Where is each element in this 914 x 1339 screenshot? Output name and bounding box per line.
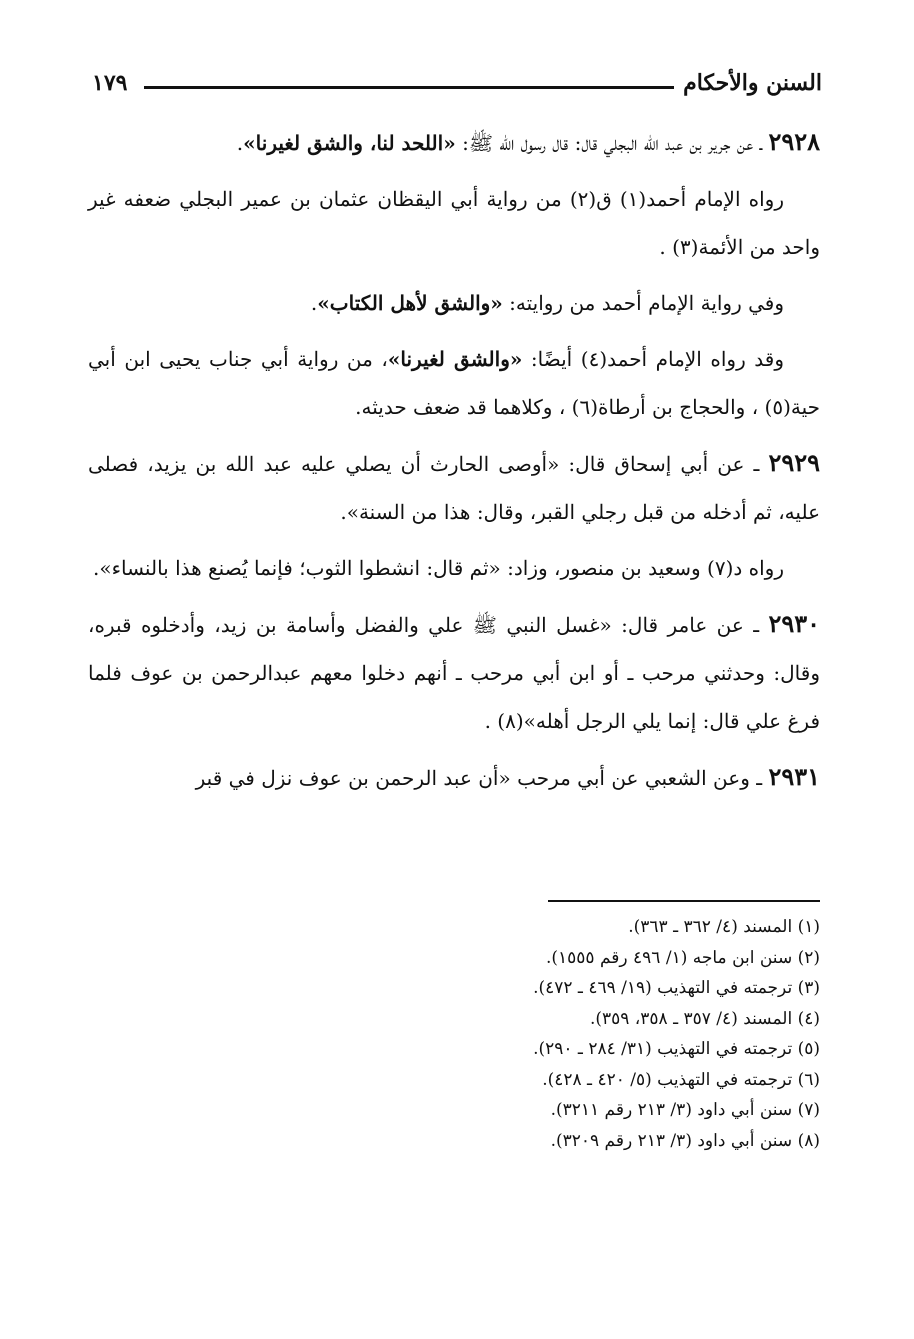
hadith-number: ٢٩٢٨ bbox=[768, 127, 820, 156]
hadith-text: ـ عن جرير بن عبد الله البجلي قال: قال رسول الله ﷺ: bbox=[455, 131, 769, 155]
commentary-text: رواه الإمام أحمد(١) ق(٢) من رواية أبي اليقظان عثمان بن عمير البجلي ضعفه غير واحد من الأئمة(٣) . bbox=[88, 187, 820, 259]
commentary-quote: «والشق لغيرنا» bbox=[387, 347, 523, 371]
footnote: (٧) سنن أبي داود (٣/ ٢١٣ رقم ٣٢١١). bbox=[550, 1100, 820, 1120]
hadith-text: ـ عن عامر قال: «غسل النبي ﷺ علي والفضل وأسامة بن زيد، وأدخلوه قبره، وقال: وحدثني مرحب ـ أو ابن أبي مرحب ـ أنهم دخلوا معهم عبدالرحمن بن عوف فلما فرغ علي قال: إنما يلي الرجل أهله»(٨) . bbox=[88, 613, 820, 733]
commentary-paragraph bbox=[88, 544, 820, 592]
commentary-text: وقد رواه الإمام أحمد(٤) أيضًا: bbox=[522, 347, 784, 371]
footnote: (١) المسند (٤/ ٣٦٢ ـ ٣٦٣). bbox=[628, 917, 820, 937]
hadith-text: ـ عن أبي إسحاق قال: «أوصى الحارث أن يصلي عليه عبد الله بن يزيد، فصلى عليه، ثم أدخله من قبل رجلي القبر، وقال: هذا من السنة». bbox=[88, 452, 820, 524]
hadith-number: ٢٩٣٠ bbox=[768, 609, 820, 638]
hadith-number: ٢٩٢٩ bbox=[768, 448, 820, 477]
footnote-separator bbox=[548, 900, 820, 902]
footnotes-list bbox=[320, 912, 820, 1156]
commentary-text-end: . bbox=[310, 291, 318, 315]
footnote: (٤) المسند (٤/ ٣٥٧ ـ ٣٥٨، ٣٥٩). bbox=[589, 1008, 820, 1029]
main-text bbox=[88, 118, 820, 810]
commentary-paragraph bbox=[88, 279, 820, 327]
commentary-paragraph bbox=[88, 175, 820, 271]
hadith-number: ٢٩٣١ bbox=[768, 762, 820, 791]
hadith-quote: «اللحد لنا، والشق لغيرنا» bbox=[243, 131, 456, 155]
hadith-2929 bbox=[88, 439, 820, 536]
commentary-text: رواه د(٧) وسعيد بن منصور، وزاد: «ثم قال: انشطوا الثوب؛ فإنما يُصنع هذا بالنساء». bbox=[93, 556, 784, 580]
page-number: ١٧٩ bbox=[92, 70, 128, 96]
hadith-2931 bbox=[88, 753, 820, 802]
hadith-text-end: . bbox=[236, 131, 244, 155]
header-rule bbox=[144, 86, 674, 89]
footnote: (٣) ترجمته في التهذيب (١٩/ ٤٦٩ ـ ٤٧٢). bbox=[533, 978, 820, 998]
commentary-text-end: ، من رواية أبي جناب يحيى ابن أبي حية(٥) ، والحجاج بن أرطاة(٦) ، وكلاهما قد ضعف حديثه. bbox=[88, 347, 820, 419]
chapter-title: السنن والأحكام bbox=[683, 70, 822, 96]
footnote: (٦) ترجمته في التهذيب (٥/ ٤٢٠ ـ ٤٢٨). bbox=[542, 1069, 820, 1090]
footnote: (٢) سنن ابن ماجه (١/ ٤٩٦ رقم ١٥٥٥). bbox=[545, 947, 820, 968]
commentary-quote: «والشق لأهل الكتاب» bbox=[317, 291, 503, 315]
commentary-paragraph bbox=[88, 335, 820, 431]
hadith-text: ـ وعن الشعبي عن أبي مرحب «أن عبد الرحمن بن عوف نزل في قبر bbox=[195, 766, 769, 790]
hadith-2928 bbox=[88, 118, 820, 167]
commentary-text: وفي رواية الإمام أحمد من روايته: bbox=[502, 291, 784, 315]
footnote: (٨) سنن أبي داود (٣/ ٢١٣ رقم ٣٢٠٩). bbox=[550, 1130, 820, 1151]
running-header bbox=[92, 70, 822, 106]
hadith-2930 bbox=[88, 600, 820, 745]
footnote: (٥) ترجمته في التهذيب (٣١/ ٢٨٤ ـ ٢٩٠). bbox=[533, 1039, 820, 1059]
